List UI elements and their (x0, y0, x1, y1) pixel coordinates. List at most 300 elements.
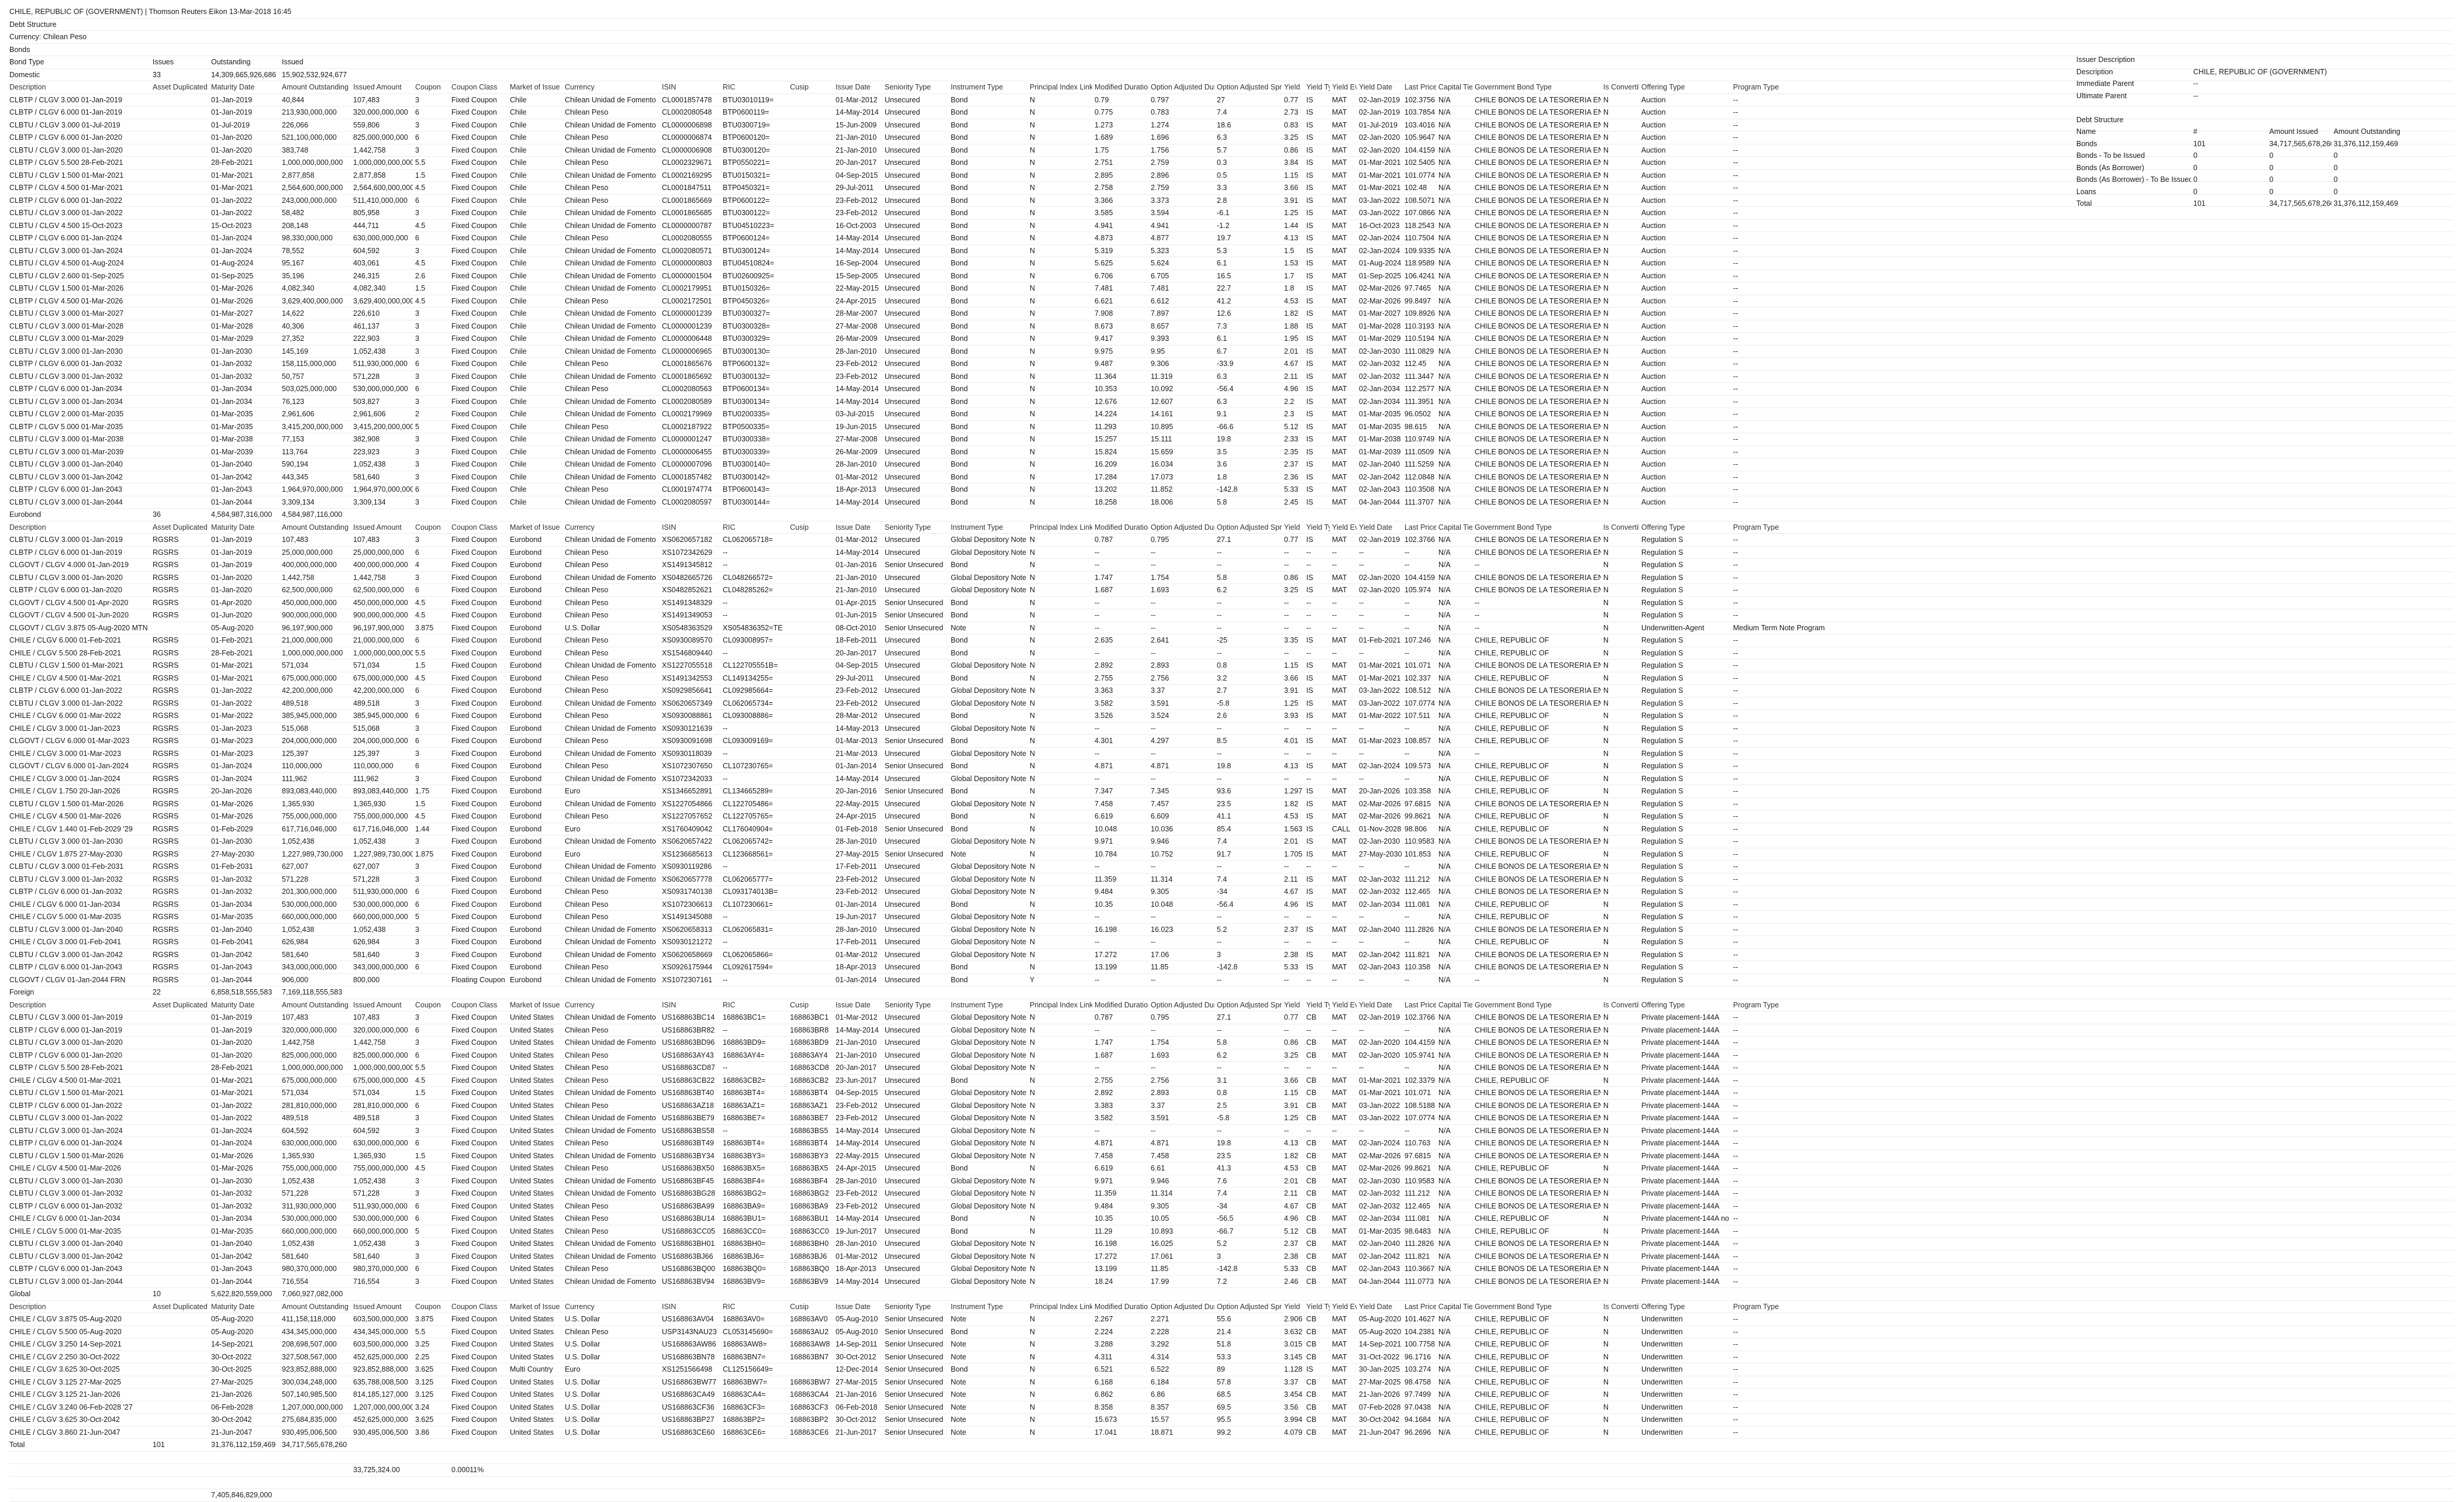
table-cell: 14.224 (1095, 408, 1148, 420)
table-cell: N (1603, 220, 1639, 232)
table-cell: CLBTP / CLGV 6.000 01-Jan-2019 (9, 1024, 150, 1037)
table-cell: 42,200,000,000 (282, 685, 351, 697)
table-cell: IS (1306, 295, 1330, 308)
table-cell: 9.95 (1151, 346, 1214, 358)
table-cell (790, 609, 833, 621)
table-cell: BTP0600119= (723, 106, 788, 119)
table-cell: N/A (1438, 660, 1472, 672)
table-cell: RGSRS (153, 949, 209, 961)
table-cell: RGSRS (153, 634, 209, 647)
table-cell (790, 396, 833, 408)
table-cell: 755,000,000,000 (353, 1162, 413, 1175)
table-cell: Chilean Peso (565, 106, 660, 119)
table-cell: N (1030, 1037, 1092, 1049)
table-row (9, 1075, 2453, 1087)
column-header: Cusip (790, 81, 833, 94)
table-cell: MAT (1332, 446, 1357, 458)
table-cell: Global Depository Note (951, 1011, 1027, 1024)
table-cell: 226,610 (353, 308, 413, 320)
table-cell: 11.85 (1151, 1263, 1214, 1275)
table-cell: 107,483 (282, 534, 351, 546)
table-cell: 168863BU1 (790, 1213, 833, 1225)
table-cell: 02-Mar-2026 (1359, 295, 1402, 308)
table-cell: -- (1306, 861, 1330, 873)
table-cell: Eurobond (510, 798, 562, 810)
column-header: Instrument Type (951, 999, 1027, 1011)
debt-panel-row (2076, 198, 2462, 210)
table-cell: 96.0502 (1404, 408, 1436, 420)
table-cell: 8.5 (1217, 735, 1282, 747)
table-cell: 3.84 (1284, 157, 1304, 169)
table-cell: N (1603, 1251, 1639, 1263)
table-cell: Senior Unsecured (885, 1427, 948, 1439)
table-cell: 168863AV0= (723, 1313, 788, 1325)
table-cell: CHILE, REPUBLIC OF (1475, 647, 1601, 660)
table-cell: Fixed Coupon (451, 232, 508, 244)
table-cell: 825,000,000,000 (353, 1049, 413, 1062)
table-cell: Chilean Unidad de Fomento (565, 1175, 660, 1187)
table-cell: 01-Mar-2021 (1359, 170, 1402, 182)
table-cell: Unsecured (885, 458, 948, 471)
table-cell: Global Depository Note (951, 1238, 1027, 1250)
table-cell: 604,592 (353, 1125, 413, 1137)
table-cell: Bond (951, 170, 1027, 182)
table-cell: 111.0773 (1404, 1276, 1436, 1288)
table-cell: 3.145 (1284, 1351, 1304, 1363)
table-row (9, 1175, 2453, 1188)
table-cell: Fixed Coupon (451, 1125, 508, 1137)
table-cell: 21-Mar-2013 (836, 748, 882, 760)
table-cell: 04-Jan-2044 (1359, 1276, 1402, 1288)
summary-foreign-cell: 22 (153, 986, 209, 999)
table-cell: MAT (1332, 1150, 1357, 1162)
table-cell: Chilean Unidad de Fomento (565, 1125, 660, 1137)
table-cell: Eurobond (510, 609, 562, 621)
table-cell: 108.5188 (1404, 1100, 1436, 1112)
table-cell: 01-Mar-2012 (836, 534, 882, 546)
table-cell: 604,592 (353, 245, 413, 257)
table-cell: -- (1733, 371, 1850, 383)
table-cell: -- (1359, 773, 1402, 785)
table-cell (153, 1024, 209, 1037)
table-cell: 14-May-2014 (836, 383, 882, 395)
table-cell: 4.96 (1284, 899, 1304, 911)
table-cell: 5 (415, 1225, 449, 1238)
table-cell: 23-Feb-2012 (836, 873, 882, 886)
table-cell: 385,945,000,000 (353, 710, 413, 722)
table-cell: CHILE BONOS DE LA TESORERIA EN (1475, 584, 1601, 596)
column-header: Yield T (1306, 81, 1330, 94)
table-cell: CHILE BONOS DE LA TESORERIA EN (1475, 170, 1601, 182)
table-cell: Unsecured (885, 320, 948, 333)
table-cell: Eurobond (510, 810, 562, 823)
table-cell: 6.3 (1217, 371, 1282, 383)
table-cell: CLBTP / CLGV 6.000 01-Jan-2024 (9, 1137, 150, 1149)
table-cell: Auction (1641, 358, 1731, 370)
table-cell: Chilean Unidad de Fomento (565, 1011, 660, 1024)
table-cell: 102.3766 (1404, 1011, 1436, 1024)
table-cell: Bond (951, 810, 1027, 823)
table-cell: CHILE BONOS DE LA TESORERIA EN (1475, 886, 1601, 898)
table-cell: 01-Mar-2021 (1359, 1087, 1402, 1099)
table-cell: IS (1306, 823, 1330, 835)
summary-eurobond-cell: Eurobond (9, 509, 150, 521)
table-cell: Auction (1641, 257, 1731, 270)
table-cell: CL122705551B= (723, 660, 788, 672)
table-cell: 2.2 (1284, 396, 1304, 408)
table-cell: N/A (1438, 1200, 1472, 1213)
table-cell: Fixed Coupon (451, 798, 508, 810)
table-cell: US168863BN78 (662, 1351, 720, 1363)
table-cell: -- (1733, 559, 1850, 571)
table-cell: 01-Jan-2034 (211, 899, 279, 911)
table-cell: 3 (415, 446, 449, 458)
table-cell: MAT (1332, 1175, 1357, 1187)
table-cell: N (1603, 961, 1639, 973)
table-cell: 01-Jan-2016 (836, 559, 882, 571)
table-cell: Fixed Coupon (451, 1263, 508, 1275)
table-cell: BTU0300329= (723, 333, 788, 345)
table-cell: N (1603, 810, 1639, 823)
table-cell: -- (1306, 609, 1330, 621)
column-header: Is Converti (1603, 81, 1639, 94)
table-cell: 9.1 (1217, 408, 1282, 420)
table-cell (153, 396, 209, 408)
table-cell: -- (1733, 1075, 1850, 1087)
table-cell: Eurobond (510, 848, 562, 861)
table-cell: Regulation S (1641, 798, 1731, 810)
table-cell: N (1030, 232, 1092, 244)
table-cell: 16-Oct-2003 (836, 220, 882, 232)
table-cell: Unsecured (885, 358, 948, 370)
table-cell: 9.946 (1151, 1175, 1214, 1187)
total-row-cell: 34,717,565,678,260 (282, 1439, 399, 1451)
table-cell: -- (1404, 622, 1436, 634)
table-cell: -- (1095, 547, 1148, 559)
table-cell: N (1603, 1427, 1639, 1439)
table-cell: RGSRS (153, 559, 209, 571)
table-cell: MAT (1332, 408, 1357, 420)
debt-panel-cell: 31,376,112,159,469 (2334, 138, 2451, 150)
table-cell: N/A (1438, 1087, 1472, 1099)
table-cell: 5.7 (1217, 144, 1282, 157)
table-cell: IS (1306, 232, 1330, 244)
table-cell: -- (1404, 748, 1436, 760)
table-cell: 102.48 (1404, 182, 1436, 194)
table-cell: N (1030, 1414, 1092, 1426)
table-cell: IS (1306, 572, 1330, 584)
table-cell: 168863BQ0 (790, 1263, 833, 1275)
table-cell: 15.57 (1151, 1414, 1214, 1426)
table-cell: N (1603, 1049, 1639, 1062)
summary-domestic-cell: 33 (153, 69, 209, 81)
table-cell (790, 94, 833, 106)
table-cell: CHILE BONOS DE LA TESORERIA EN (1475, 245, 1601, 257)
table-cell: N/A (1438, 1137, 1472, 1149)
table-cell: 01-Sep-2025 (1359, 270, 1402, 282)
table-cell: -- (1733, 1351, 1850, 1363)
column-header: Capital Tier (1438, 522, 1472, 534)
table-cell: N/A (1438, 848, 1472, 861)
table-cell: Fixed Coupon (451, 346, 508, 358)
table-cell: United States (510, 1100, 562, 1112)
table-cell: Chilean Peso (565, 810, 660, 823)
table-cell: 900,000,000,000 (353, 609, 413, 621)
table-cell: BTU02600925= (723, 270, 788, 282)
debt-panel-cell: 0 (2269, 174, 2331, 186)
table-cell: -- (1332, 597, 1357, 609)
table-cell: 41.1 (1217, 810, 1282, 823)
table-cell: CHILE / CLGV 3.000 01-Jan-2024 (9, 773, 150, 785)
table-cell: 110.5194 (1404, 333, 1436, 345)
table-cell: 2.11 (1284, 873, 1304, 886)
table-cell: 01-Mar-2035 (211, 911, 279, 923)
column-header: Coupon (415, 522, 449, 534)
table-cell: 511,930,000,000 (353, 1200, 413, 1213)
table-cell: Fixed Coupon (451, 597, 508, 609)
table-cell: N/A (1438, 1351, 1472, 1363)
table-cell: CHILE BONOS DE LA TESORERIA EN (1475, 547, 1601, 559)
table-cell: N (1603, 1276, 1639, 1288)
table-cell: 2.751 (1095, 157, 1148, 169)
table-cell: Chilean Unidad de Fomento (565, 346, 660, 358)
table-cell: -- (723, 861, 788, 873)
table-cell: N (1603, 936, 1639, 948)
table-cell: CB (1306, 1276, 1330, 1288)
table-cell: 02-Jan-2020 (1359, 132, 1402, 144)
table-row (9, 1024, 2453, 1037)
table-cell: Chilean Peso (565, 295, 660, 308)
table-cell: 94.1684 (1404, 1414, 1436, 1426)
table-cell: 01-Mar-2026 (211, 282, 279, 295)
table-cell: CHILE BONOS DE LA TESORERIA EN (1475, 1175, 1601, 1187)
table-cell: 16-Sep-2004 (836, 257, 882, 270)
table-cell: MAT (1332, 182, 1357, 194)
table-cell: N (1603, 748, 1639, 760)
table-cell (790, 798, 833, 810)
table-cell: Underwritten (1641, 1363, 1731, 1376)
table-cell: Auction (1641, 320, 1731, 333)
table-cell: CHILE / CLGV 4.500 01-Mar-2021 (9, 672, 150, 685)
table-cell: N (1603, 157, 1639, 169)
table-cell: Auction (1641, 157, 1731, 169)
table-cell: 5.33 (1284, 1263, 1304, 1275)
table-cell: 1,052,438 (282, 835, 351, 848)
table-cell: CLBTU / CLGV 3.000 01-Jan-2024 (9, 245, 150, 257)
table-cell: United States (510, 1414, 562, 1426)
table-cell: CLBTP / CLGV 6.000 01-Jan-2020 (9, 1049, 150, 1062)
table-cell: Fixed Coupon (451, 748, 508, 760)
table-cell (153, 1389, 209, 1401)
table-cell: Chilean Peso (565, 899, 660, 911)
table-cell: Fixed Coupon (451, 119, 508, 132)
table-cell: MAT (1332, 698, 1357, 710)
table-cell: CLBTU / CLGV 3.000 01-Jan-2032 (9, 1187, 150, 1200)
table-cell: United States (510, 1326, 562, 1338)
table-cell: N/A (1438, 1263, 1472, 1275)
table-cell: 6 (415, 760, 449, 772)
table-cell: 03-Jan-2022 (1359, 1100, 1402, 1112)
table-cell: Unsecured (885, 1125, 948, 1137)
table-cell: -- (723, 936, 788, 948)
table-cell: 104.4159 (1404, 144, 1436, 157)
column-header: Yield T (1306, 522, 1330, 534)
table-cell: -- (1306, 1125, 1330, 1137)
table-cell: 30-Oct-2012 (836, 1351, 882, 1363)
table-cell: N (1030, 1338, 1092, 1351)
table-cell: CB (1306, 1401, 1330, 1414)
table-cell: 16.5 (1217, 270, 1282, 282)
table-cell: 158,115,000,000 (282, 358, 351, 370)
table-cell: 20-Jan-2016 (836, 785, 882, 797)
table-cell: -- (1095, 773, 1148, 785)
blank-line (9, 1477, 2453, 1490)
table-cell: -- (1733, 609, 1850, 621)
table-cell: N/A (1438, 295, 1472, 308)
table-cell: Private placement-144A (1641, 1225, 1731, 1238)
table-cell: 3 (415, 245, 449, 257)
table-cell: 01-Jun-2020 (211, 609, 279, 621)
table-cell: CHILE BONOS DE LA TESORERIA EN (1475, 798, 1601, 810)
table-cell: IS (1306, 333, 1330, 345)
table-row (9, 760, 2453, 773)
table-cell: N (1030, 1011, 1092, 1024)
column-header: Cusip (790, 1301, 833, 1313)
table-cell: 3.125 (415, 1376, 449, 1389)
table-cell: -- (1733, 195, 1850, 207)
table-cell: MAT (1332, 1100, 1357, 1112)
table-cell: -- (1733, 1389, 1850, 1401)
table-cell: United States (510, 1187, 562, 1200)
table-cell: Bond (951, 195, 1027, 207)
table-cell: Global Depository Note (951, 572, 1027, 584)
table-cell: 1,227,989,730,000 (353, 848, 413, 861)
table-cell: N (1030, 1024, 1092, 1037)
table-cell: N (1030, 1363, 1092, 1376)
table-cell: -- (1733, 911, 1850, 923)
table-cell (790, 182, 833, 194)
table-cell: IS (1306, 408, 1330, 420)
table-cell: N/A (1438, 220, 1472, 232)
table-cell: -- (1306, 773, 1330, 785)
debt-panel-cell: 31,376,112,159,469 (2334, 198, 2451, 210)
table-cell: Fixed Coupon (451, 1011, 508, 1024)
table-cell: CL122705486= (723, 798, 788, 810)
table-cell: 930,495,006,500 (353, 1427, 413, 1439)
column-header: Issue Date (836, 999, 882, 1011)
table-cell: Global Depository Note (951, 1037, 1027, 1049)
table-cell: 01-Mar-2028 (211, 320, 279, 333)
table-cell: 716,554 (282, 1276, 351, 1288)
table-cell: 6 (415, 735, 449, 747)
table-cell: CHILE, REPUBLIC OF (1475, 1338, 1601, 1351)
table-cell: N/A (1438, 760, 1472, 772)
table-cell: N (1030, 1075, 1092, 1087)
table-cell: 21-Jan-2010 (836, 132, 882, 144)
table-cell: 14-May-2014 (836, 1024, 882, 1037)
table-cell: CLBTU / CLGV 3.000 01-Jan-2020 (9, 1037, 150, 1049)
table-cell: 3.35 (1284, 634, 1304, 647)
table-cell: 1.7 (1284, 270, 1304, 282)
table-cell: Regulation S (1641, 723, 1731, 735)
table-cell: 3.383 (1095, 1100, 1148, 1112)
table-cell: MAT (1332, 207, 1357, 219)
table-cell (153, 207, 209, 219)
table-cell (790, 534, 833, 546)
table-cell: Unsecured (885, 1175, 948, 1187)
table-cell: CB (1306, 1326, 1330, 1338)
table-cell: N (1030, 698, 1092, 710)
table-cell: 01-Apr-2020 (211, 597, 279, 609)
table-cell: Chilean Unidad de Fomento (565, 245, 660, 257)
table-cell: Fixed Coupon (451, 961, 508, 973)
table-cell: 01-Jan-2043 (211, 1263, 279, 1275)
table-cell: 3 (415, 873, 449, 886)
table-cell: CHILE BONOS DE LA TESORERIA EN (1475, 207, 1601, 219)
table-cell: Bond (951, 232, 1027, 244)
table-cell: 5.33 (1284, 961, 1304, 973)
table-cell: RGSRS (153, 886, 209, 898)
table-cell: 19-Jun-2017 (836, 911, 882, 923)
table-cell: -- (1306, 1024, 1330, 1037)
table-cell: -- (1733, 1125, 1850, 1137)
table-cell: IS (1306, 949, 1330, 961)
column-header: Program Type (1733, 1301, 1850, 1313)
table-cell: N (1030, 170, 1092, 182)
table-cell: CL0002080563 (662, 383, 720, 395)
table-cell: -- (1151, 559, 1214, 571)
table-cell: 0.8 (1217, 1087, 1282, 1099)
table-row (9, 1263, 2453, 1276)
column-header: Capital Tier (1438, 999, 1472, 1011)
table-cell: XS0930088861 (662, 710, 720, 722)
table-cell: 02-Jan-2030 (1359, 346, 1402, 358)
table-cell: BTP0450321= (723, 182, 788, 194)
table-row (9, 685, 2453, 698)
table-cell: Bond (951, 1363, 1027, 1376)
table-cell: 21-Jan-2010 (836, 1037, 882, 1049)
table-cell: 906,000 (282, 974, 351, 986)
column-header: Market of Issue (510, 1301, 562, 1313)
table-cell: CB (1306, 1137, 1330, 1149)
table-row (9, 1338, 2453, 1351)
footer-pct: 0.00011% (451, 1464, 510, 1476)
table-cell: 29-Jul-2011 (836, 182, 882, 194)
table-cell (153, 1376, 209, 1389)
table-cell: 403,061 (353, 257, 413, 270)
table-cell: -- (1095, 1062, 1148, 1074)
table-cell: 5.12 (1284, 1225, 1304, 1238)
table-cell: RGSRS (153, 936, 209, 948)
table-row (9, 1401, 2453, 1414)
table-cell (790, 295, 833, 308)
table-cell: Bond (951, 346, 1027, 358)
table-cell: N/A (1438, 1363, 1472, 1376)
table-cell: -- (1332, 723, 1357, 735)
table-cell: N (1030, 1125, 1092, 1137)
table-cell: 3.25 (415, 1338, 449, 1351)
table-cell: N (1603, 132, 1639, 144)
column-header: RIC (723, 81, 788, 94)
table-cell: 515,068 (282, 723, 351, 735)
table-cell: Unsecured (885, 1087, 948, 1099)
column-header: Option Adjusted Du (1151, 81, 1214, 94)
table-cell: Bond (951, 735, 1027, 747)
table-cell: 23-Feb-2012 (836, 698, 882, 710)
table-cell: 11.359 (1095, 873, 1148, 886)
table-cell: Note (951, 1313, 1027, 1325)
table-cell: Fixed Coupon (451, 1414, 508, 1426)
